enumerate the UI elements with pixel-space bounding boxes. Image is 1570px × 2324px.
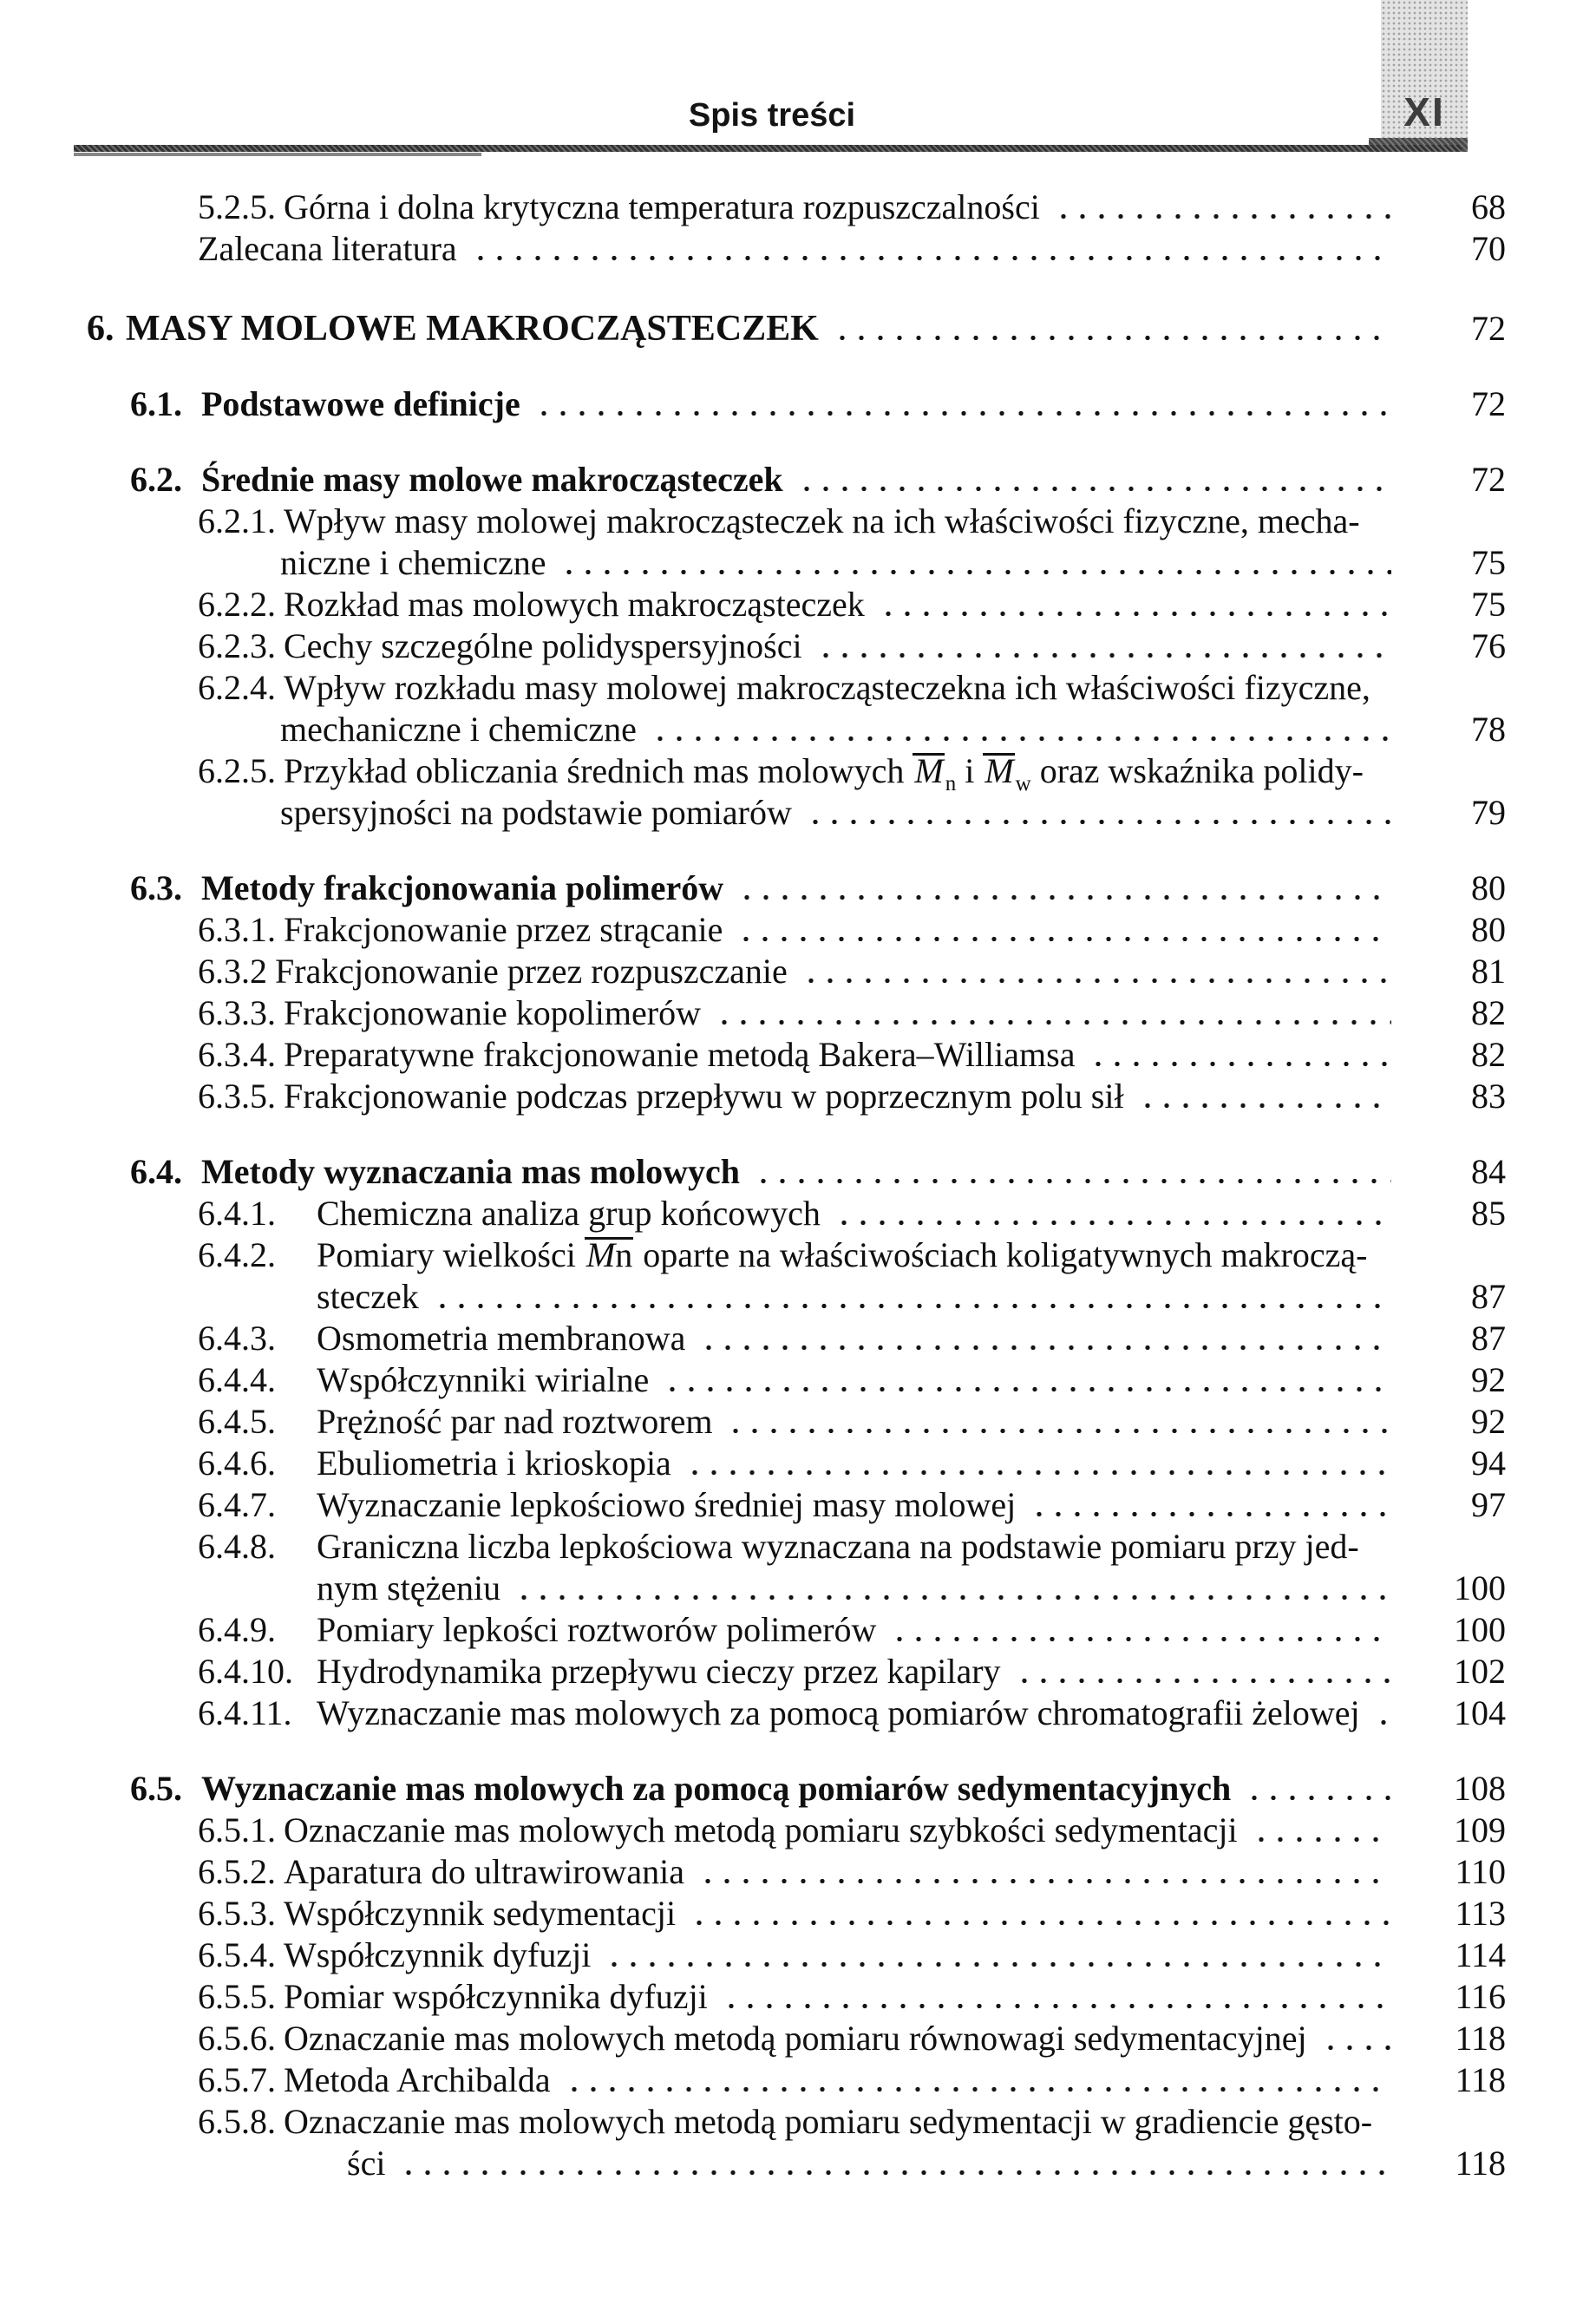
dot-leader <box>1374 1717 1391 1728</box>
entry-page-number: 76 <box>1471 626 1506 665</box>
dot-leader <box>433 1300 1391 1312</box>
entry-page-number: 75 <box>1471 585 1506 624</box>
entry-text: 6.4.4. Współczynniki wirialne <box>198 1360 650 1399</box>
toc-entry-row <box>0 1359 1570 1401</box>
entry-number: 6.3.3. <box>198 993 276 1032</box>
entry-page-number: 72 <box>1471 460 1506 499</box>
entry-number: 6.5. <box>130 1769 182 1808</box>
subscript: n <box>945 772 957 795</box>
entry-text: steczek <box>317 1277 419 1316</box>
entry-text: nym stężeniu <box>317 1568 501 1607</box>
entry-number: 6.3.5. <box>198 1077 276 1116</box>
entry-page-number: 79 <box>1471 793 1506 832</box>
entry-text: niczne i chemiczne <box>280 543 546 582</box>
dot-leader <box>399 2167 1391 2178</box>
toc-entry-continuation-row <box>0 709 1570 750</box>
entry-page-number: 68 <box>1471 187 1506 226</box>
entry-text: 6.5.4. Współczynnik dyfuzji <box>198 1935 592 1974</box>
entry-number: 6.2. <box>130 460 182 499</box>
entry-text: 6.2.5. Przykład obliczania średnich mas molowych $M_n$ i $M_w$ oraz wskaźnika polidy- <box>198 751 1364 795</box>
entry-text: 6.1. Podstawowe definicje <box>130 384 520 423</box>
toc-entry-row <box>0 1609 1570 1651</box>
entry-number: 6.4.10. <box>198 1652 293 1691</box>
dot-leader <box>685 1467 1391 1478</box>
toc-entry-row <box>0 750 1570 795</box>
entry-text: mechaniczne i chemiczne <box>280 710 637 749</box>
toc-entry-row <box>0 1526 1570 1568</box>
header-rule <box>74 145 1462 152</box>
entry-number: 6.2.3. <box>198 626 276 665</box>
entry-page-number: 92 <box>1471 1402 1506 1441</box>
entry-number: 6.5.1. <box>198 1810 276 1849</box>
entry-number: 6.5.4. <box>198 1935 276 1974</box>
entry-number: 6.3.4. <box>198 1035 276 1074</box>
entry-text: 6.5. Wyznaczanie mas molowych za pomocą pomiarów sedymentacyjnych <box>130 1769 1232 1808</box>
entry-page-number: 72 <box>1471 309 1506 348</box>
entry-number: 6.4.3. <box>198 1319 276 1358</box>
toc-entry-row <box>0 667 1570 709</box>
entry-text: 6.4.1. Chemiczna analiza grup końcowych <box>198 1194 821 1233</box>
toc-entry-row <box>0 951 1570 992</box>
entry-text: 5.2.5. Górna i dolna krytyczna temperatura rozpuszczalności <box>198 187 1040 226</box>
toc-entry-row <box>0 383 1570 425</box>
entry-text: 6.3.1. Frakcjonowanie przez strącanie <box>198 910 723 949</box>
toc-entry-row <box>0 625 1570 667</box>
entry-page-number: 80 <box>1471 910 1506 949</box>
entry-text: 6.4.3. Osmometria membranowa <box>198 1319 686 1358</box>
dot-leader <box>1252 1834 1391 1845</box>
toc-entry-row <box>0 1893 1570 1934</box>
header-rule-tail <box>74 153 481 156</box>
toc-entry-row <box>0 1401 1570 1443</box>
toc-entry-continuation-row <box>0 2143 1570 2184</box>
entry-text: 6.4.9. Pomiary lepkości roztworów polimerów <box>198 1610 877 1649</box>
dot-leader <box>797 483 1391 494</box>
entry-text: 6.4.7. Wyznaczanie lepkościowo średniej masy molowej <box>198 1485 1017 1524</box>
entry-text: 6.5.7. Metoda Archibalda <box>198 2060 551 2099</box>
mean-molar-mass-symbol: Mn <box>585 1235 633 1274</box>
toc-entry-row <box>0 501 1570 542</box>
entry-page-number: 114 <box>1455 1935 1506 1974</box>
entry-number: 6. <box>87 309 114 349</box>
toc-entry-row <box>0 867 1570 909</box>
toc-entry-row <box>0 2018 1570 2059</box>
subscript: w <box>1015 772 1031 795</box>
entry-page-number: 84 <box>1471 1152 1506 1191</box>
dot-leader <box>736 933 1391 945</box>
toc-entry-row <box>0 1443 1570 1484</box>
dot-leader <box>514 1592 1391 1603</box>
entry-page-number: 78 <box>1471 710 1506 749</box>
entry-number: 6.5.5. <box>198 1977 276 2016</box>
toc-entry-row <box>0 909 1570 951</box>
toc-entry-row <box>0 1976 1570 2018</box>
toc-entry-row <box>0 1193 1570 1234</box>
entry-number: 6.5.6. <box>198 2019 276 2058</box>
entry-text: 6.4.5. Prężność par nad roztworem <box>198 1402 713 1441</box>
entry-number: 6.5.8. <box>198 2102 276 2141</box>
dot-leader <box>722 2000 1391 2012</box>
dot-leader <box>816 650 1391 661</box>
entry-page-number: 70 <box>1471 229 1506 268</box>
entry-number: 6.4.2. <box>198 1235 276 1274</box>
dot-leader <box>890 1633 1391 1645</box>
toc-entry-row <box>0 1851 1570 1893</box>
toc-entry-row <box>0 1234 1570 1276</box>
entry-page-number: 72 <box>1471 384 1506 423</box>
dot-leader <box>737 892 1391 903</box>
dot-leader <box>715 1017 1391 1028</box>
entry-number: 6.3. <box>130 868 182 907</box>
entry-number: 6.2.1. <box>198 501 276 540</box>
dot-leader <box>651 733 1391 744</box>
entry-text: 6.3.4. Preparatywne frakcjonowanie metodą Bakera–Williamsa <box>198 1035 1076 1074</box>
toc-entry-row <box>0 308 1570 350</box>
dot-leader <box>726 1425 1391 1437</box>
entry-text: 6.5.6. Oznaczanie mas molowych metodą pomiaru równowagi sedymentacyjnej <box>198 2019 1307 2058</box>
toc-entry-row <box>0 228 1570 270</box>
entry-text: 6.2. Średnie masy molowe makrocząsteczek <box>130 460 783 499</box>
entry-page-number: 104 <box>1454 1693 1506 1732</box>
toc-entry-row <box>0 2059 1570 2101</box>
dot-leader <box>605 1959 1391 1970</box>
dot-leader <box>698 1876 1391 1887</box>
entry-number: 6.4.11. <box>198 1693 292 1732</box>
entry-page-number: 118 <box>1455 2060 1506 2099</box>
entry-text: 6.2.2. Rozkład mas molowych makrocząsteczek <box>198 585 865 624</box>
dot-leader <box>663 1384 1391 1395</box>
entry-page-number: 108 <box>1454 1769 1506 1808</box>
dot-leader <box>1321 2042 1391 2053</box>
entry-page-number: 82 <box>1471 993 1506 1032</box>
entry-number: 6.5.2. <box>198 1852 276 1891</box>
entry-page-number: 81 <box>1471 952 1506 991</box>
entry-number: 5.2.5. <box>198 187 276 226</box>
page-title: Spis treści <box>688 97 856 134</box>
entry-text: 6.4.6. Ebuliometria i krioskopia <box>198 1443 671 1483</box>
entry-number: 6.4.8. <box>198 1527 276 1566</box>
entry-number: 6.4.4. <box>198 1360 276 1399</box>
entry-page-number: 83 <box>1471 1077 1506 1116</box>
dot-leader <box>690 1917 1391 1928</box>
entry-number: 6.4. <box>130 1152 182 1191</box>
dot-leader <box>565 2084 1391 2095</box>
entry-page-number: 100 <box>1454 1568 1506 1607</box>
entry-text: 6.5.2. Aparatura do ultrawirowania <box>198 1852 685 1891</box>
toc-entry-row <box>0 1692 1570 1734</box>
dot-leader <box>1030 1509 1391 1520</box>
toc-entry-continuation-row <box>0 792 1570 834</box>
entry-text: 6.4. Metody wyznaczania mas molowych <box>130 1152 741 1191</box>
toc-entry-row <box>0 992 1570 1034</box>
mean-molar-mass-symbol: M <box>914 751 944 790</box>
entry-page-number: 116 <box>1455 1977 1506 2016</box>
dot-leader <box>833 332 1391 344</box>
entry-number: 6.4.7. <box>198 1485 276 1524</box>
dot-leader <box>801 975 1391 986</box>
entry-page-number: 113 <box>1455 1894 1506 1933</box>
entry-page-number: 118 <box>1455 2144 1506 2183</box>
toc-entry-row <box>0 1151 1570 1193</box>
entry-text: 6.2.1. Wpływ masy molowej makrocząsteczek na ich właściwości fizyczne, mecha- <box>198 501 1360 540</box>
entry-text: 6. MASY MOLOWE MAKROCZĄSTECZEK <box>87 309 819 349</box>
toc-entry-row <box>0 1768 1570 1810</box>
dot-leader <box>754 1175 1391 1187</box>
entry-text: 6.3.5. Frakcjonowanie podczas przepływu w poprzecznym polu sił <box>198 1077 1124 1116</box>
toc-entry-row <box>0 187 1570 228</box>
dot-leader <box>1138 1100 1391 1111</box>
entry-text: 6.4.11. Wyznaczanie mas molowych za pomocą pomiarów chromatografii żelowej <box>198 1693 1360 1732</box>
dot-leader <box>534 408 1391 419</box>
entry-number: 6.4.9. <box>198 1610 276 1649</box>
entry-page-number: 102 <box>1454 1652 1506 1691</box>
entry-text: 6.3.2 Frakcjonowanie przez rozpuszczanie <box>198 952 788 991</box>
toc-entry-row <box>0 1810 1570 1851</box>
entry-text: ści <box>347 2144 386 2183</box>
entry-text: 6.5.5. Pomiar współczynnika dyfuzji <box>198 1977 708 2016</box>
page-number-roman: XI <box>1403 89 1445 134</box>
entry-page-number: 110 <box>1455 1852 1506 1891</box>
entry-text: 6.5.8. Oznaczanie mas molowych metodą pomiaru sedymentacji w gradiencie gęsto- <box>198 2102 1373 2141</box>
entry-text: 6.4.8. Graniczna liczba lepkościowa wyznaczana na podstawie pomiaru przy jed- <box>198 1527 1359 1566</box>
entry-page-number: 118 <box>1455 2019 1506 2058</box>
toc-entry-row <box>0 1076 1570 1117</box>
entry-page-number: 100 <box>1454 1610 1506 1649</box>
toc-list <box>0 187 1570 2184</box>
toc-entry-continuation-row <box>0 542 1570 584</box>
toc-entry-row <box>0 1651 1570 1692</box>
entry-page-number: 97 <box>1471 1485 1506 1524</box>
entry-text: spersyjności na podstawie pomiarów <box>280 793 792 832</box>
dot-leader <box>806 816 1391 828</box>
entry-number: 6.3.1. <box>198 910 276 949</box>
entry-page-number: 92 <box>1471 1360 1506 1399</box>
entry-number: 6.1. <box>130 384 182 423</box>
dot-leader <box>1015 1675 1391 1686</box>
entry-number: 6.3.2 <box>198 952 267 991</box>
entry-text: 6.3. Metody frakcjonowania polimerów <box>130 868 724 907</box>
entry-page-number: 75 <box>1471 543 1506 582</box>
entry-text: 6.2.4. Wpływ rozkładu masy molowej makrocząsteczekna ich właściwości fizyczne, <box>198 668 1370 707</box>
toc-entry-row <box>0 459 1570 501</box>
toc-entry-row <box>0 2101 1570 2143</box>
entry-text: 6.4.10. Hydrodynamika przepływu cieczy przez kapilary <box>198 1652 1001 1691</box>
entry-number: 6.4.6. <box>198 1443 276 1483</box>
dot-leader <box>471 252 1391 264</box>
dot-leader <box>879 608 1391 619</box>
dot-leader <box>1089 1058 1391 1070</box>
entry-page-number: 109 <box>1454 1810 1506 1849</box>
toc-entry-continuation-row <box>0 1276 1570 1318</box>
entry-page-number: 87 <box>1471 1277 1506 1316</box>
toc-entry-continuation-row <box>0 1568 1570 1609</box>
dot-leader <box>1245 1792 1391 1804</box>
entry-text: 6.5.1. Oznaczanie mas molowych metodą pomiaru szybkości sedymentacji <box>198 1810 1238 1849</box>
entry-number: 6.4.5. <box>198 1402 276 1441</box>
entry-text: 6.5.3. Współczynnik sedymentacji <box>198 1894 677 1933</box>
entry-text: 6.4.2. Pomiary wielkości Mn oparte na właściwościach koligatywnych makroczą- <box>198 1235 1368 1274</box>
dot-leader <box>559 566 1391 578</box>
toc-entry-row <box>0 1934 1570 1976</box>
entry-number: 6.5.3. <box>198 1894 276 1933</box>
entry-number: 6.2.5. <box>198 751 276 790</box>
entry-page-number: 82 <box>1471 1035 1506 1074</box>
entry-number: 6.2.2. <box>198 585 276 624</box>
mean-molar-mass-symbol: M <box>985 751 1014 790</box>
entry-number: 6.2.4. <box>198 668 276 707</box>
entry-text: 6.2.3. Cechy szczególne polidyspersyjności <box>198 626 802 665</box>
toc-entry-row <box>0 584 1570 625</box>
dot-leader <box>834 1217 1391 1228</box>
entry-page-number: 80 <box>1471 868 1506 907</box>
entry-page-number: 87 <box>1471 1319 1506 1358</box>
toc-entry-row <box>0 1318 1570 1359</box>
toc-entry-row <box>0 1484 1570 1526</box>
entry-text: 6.3.3. Frakcjonowanie kopolimerów <box>198 993 701 1032</box>
entry-number: 6.4.1. <box>198 1194 276 1233</box>
entry-page-number: 94 <box>1471 1443 1506 1483</box>
dot-leader <box>1054 211 1391 222</box>
dot-leader <box>699 1342 1391 1353</box>
entry-page-number: 85 <box>1471 1194 1506 1233</box>
entry-number: 6.5.7. <box>198 2060 276 2099</box>
toc-entry-row <box>0 1034 1570 1076</box>
entry-text: Zalecana literatura <box>198 229 457 268</box>
